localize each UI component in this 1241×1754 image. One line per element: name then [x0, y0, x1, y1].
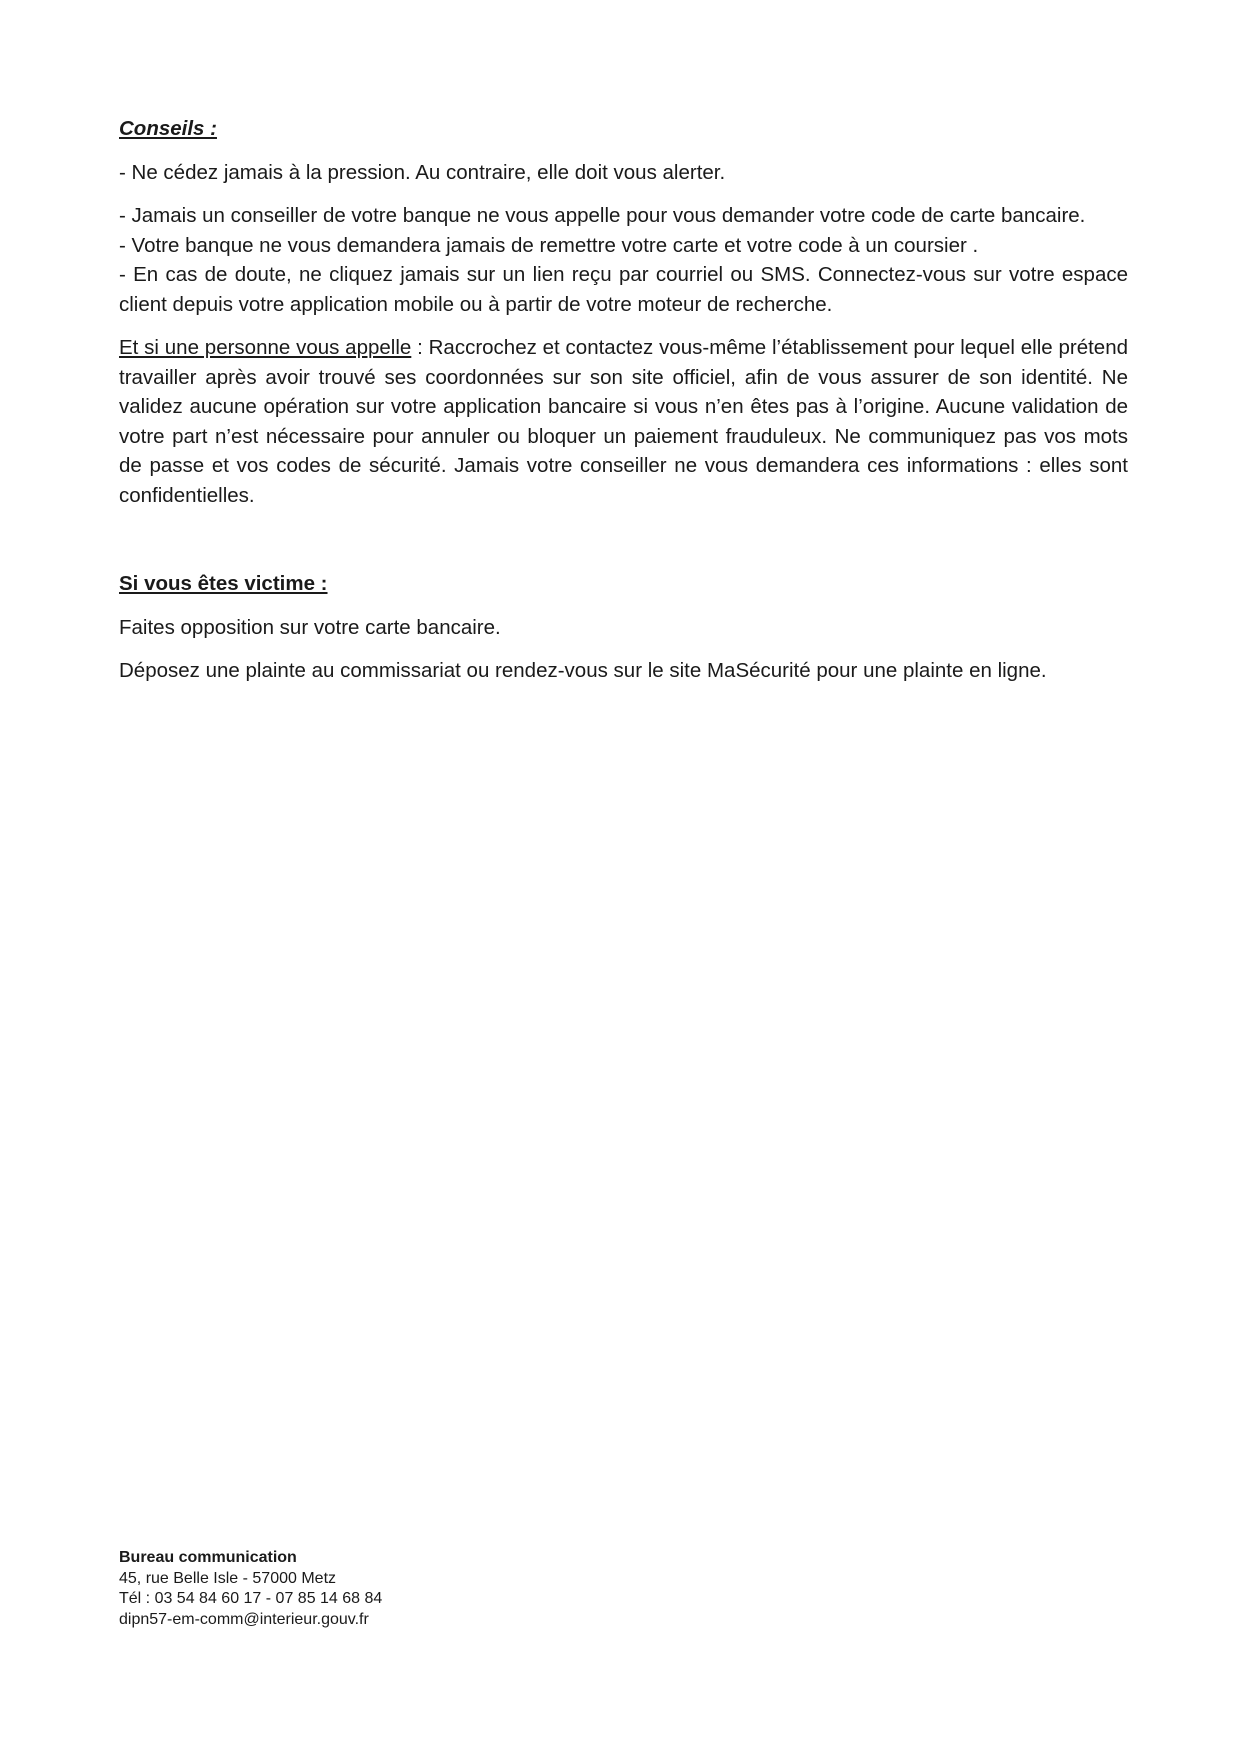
advice-item: - En cas de doute, ne cliquez jamais sur un lien reçu par courriel ou SMS. Connectez-vous sur votre espace client depuis votre application mobile ou à partir de votre moteur de recherche.: [119, 263, 1128, 316]
footer-phone: Tél : 03 54 84 60 17 - 07 85 14 68 84: [119, 1590, 383, 1607]
victim-step-opposition: Faites opposition sur votre carte bancaire.: [119, 615, 501, 639]
call-advice-lead: Et si une personne vous appelle: [119, 336, 412, 359]
footer-title: Bureau communication: [119, 1549, 297, 1566]
advice-item: - Votre banque ne vous demandera jamais de remettre votre carte et votre code à un coursier .: [119, 233, 979, 257]
advice-heading: Conseils :: [119, 117, 217, 140]
footer-address: 45, rue Belle Isle - 57000 Metz: [119, 1569, 337, 1587]
footer-contact: [119, 1548, 382, 1630]
advice-item: - Jamais un conseiller de votre banque ne vous appelle pour vous demander votre code de carte bancaire.: [119, 204, 1086, 227]
advice-intro: - Ne cédez jamais à la pression. Au contraire, elle doit vous alerter.: [119, 160, 726, 184]
call-advice-paragraph: [119, 333, 1128, 510]
section-spacer: [119, 524, 1128, 569]
advice-list: [119, 201, 1128, 319]
victim-step-complaint: Déposez une plainte au commissariat ou rendez-vous sur le site MaSécurité pour une plainte en ligne.: [119, 659, 1047, 682]
footer-email: dipn57-em-comm@interieur.gouv.fr: [119, 1610, 369, 1628]
victim-heading: Si vous êtes victime :: [119, 572, 328, 595]
document-body: [119, 114, 1128, 686]
call-advice-text: : Raccrochez et contactez vous-même l’établissement pour lequel elle prétend travailler après avoir trouvé ses coordonnées sur son site officiel, afin de vous assurer de son identité. Ne validez aucune opération sur votre application bancaire si vous n’en êtes pas à l’origine. Aucune validation de votre part n’est nécessaire pour annuler ou bloquer un paiement frauduleux. Ne communiquez pas vos mots de passe et vos codes de sécurité. Jamais votre conseiller ne vous demandera ces informations : elles sont confidentielles.: [119, 336, 1128, 507]
